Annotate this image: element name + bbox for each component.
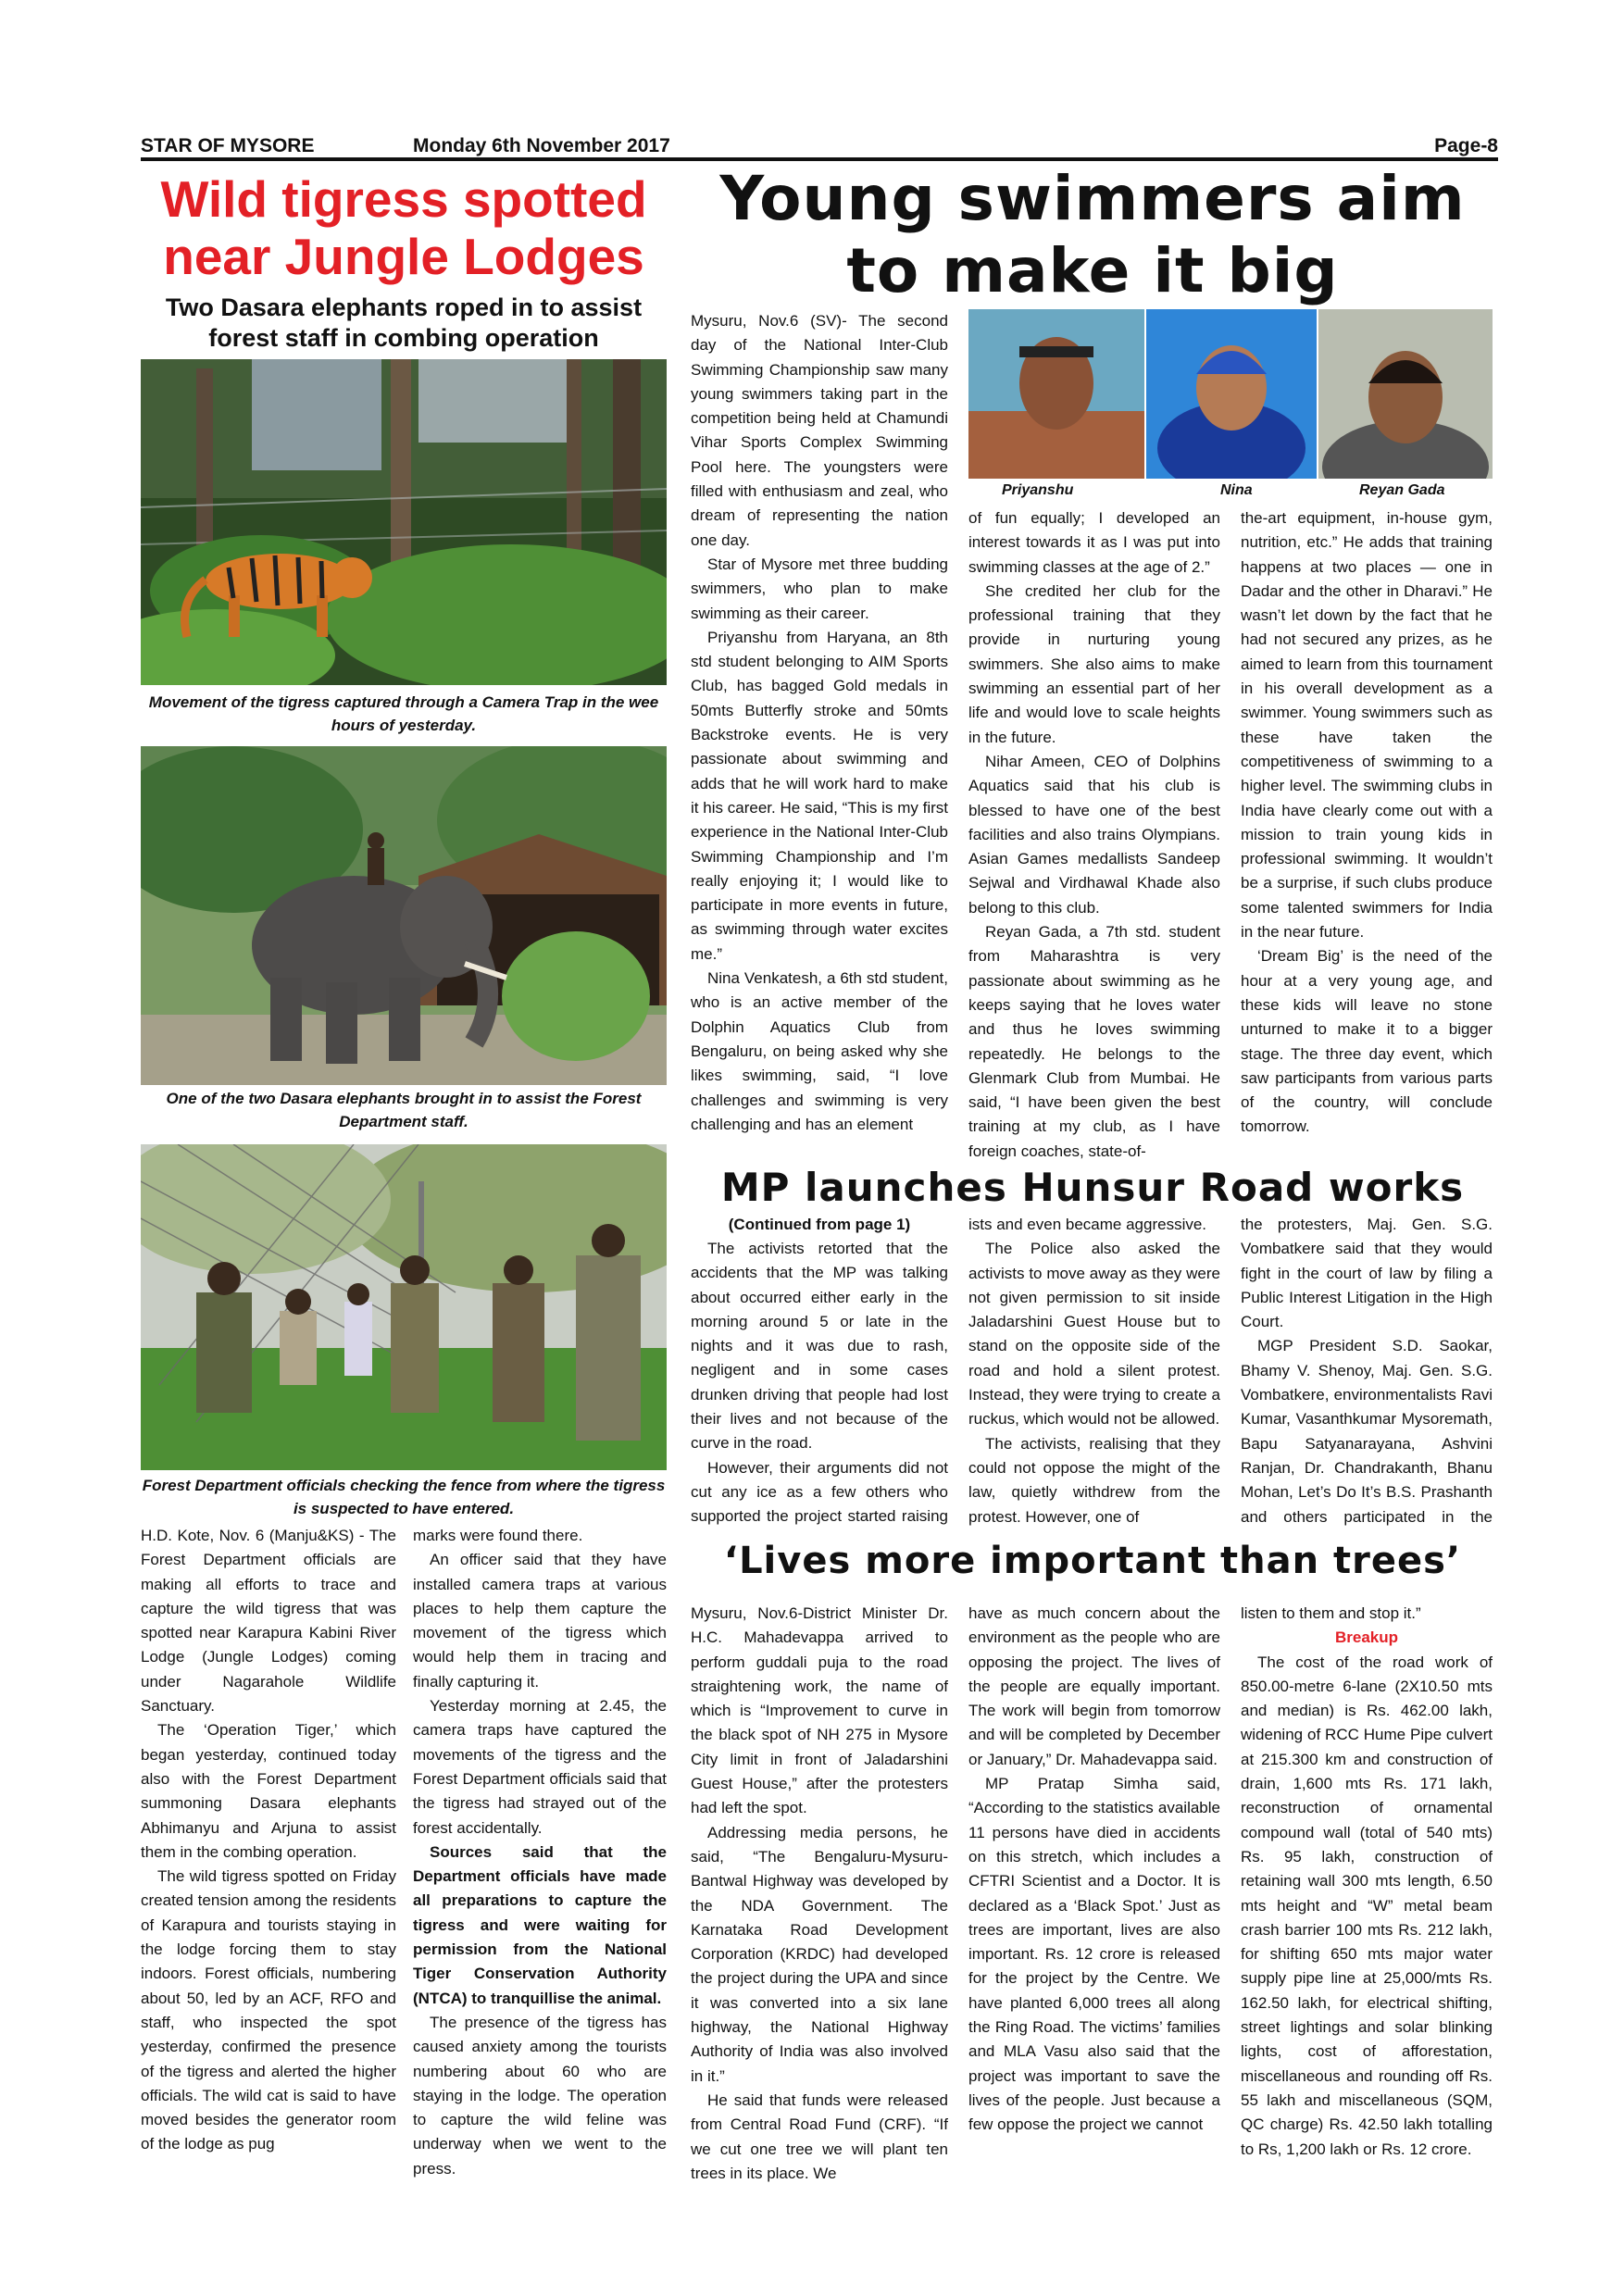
- tiger-headline-line-2: near Jungle Lodges: [163, 228, 644, 285]
- swim-para: Priyanshu from Haryana, an 8th std student belonging to AIM Sports Club, has bagged Gold medals in 50mts Butterfly stroke and 50mts Backstroke events. He is very passionate about swimming and adds that he will work hard to make it his career. He said, “This is my first experience in the National Inter-Club Swimming Championship and I’m really enjoying it; I would like to participate in more events in future, as swimming through water excites me.”: [691, 628, 948, 963]
- swim-para: the-art equipment, in-house gym, nutrition, etc.” He adds that training happens at two places — one in Dadar and the other in Dharavi.” He wasn’t let down by the fact that he had not secured any prizes, as he aimed to learn from this tournament in his overall development as a swimmer. Young swimmers such as these have taken the competitiveness of swimming to a higher level. The swimming clubs in India have clearly come out with a mission to train young kids in professional swimming. It wouldn’t be a surprise, if such clubs produce some talented swimmers for India in the near future.: [1241, 509, 1493, 942]
- breakup-para: The cost of the road work of 850.00-metre 6-lane (2X10.50 mts and median) is Rs. 462.00 lakh, widening of RCC Hume Pipe culvert at 215.300 km and construction of drain, 1,600 mts Rs. 171 lakh, reconstruction of ornamental compound wall (total of 540 mts) Rs. 95 lakh, construction of retaining wall 300 mts length, 6.50 mts height and “W” metal beam crash barrier 100 mts Rs. 212 lakh, for shifting 650 mts major water supply pipe line at 25,000/mts Rs. 162.50 lakh, for electrical shifting, street lightings and solar blinking lights, cost of afforestation, miscellaneous and rounding off Rs. 55 lakh and miscellaneous (SQM, QC charge) Rs. 42.50 lakh totalling to Rs, 1,200 lakh or Rs. 12 crore.: [1241, 1653, 1493, 2158]
- tiger-para: marks were found there.: [413, 1527, 583, 1544]
- photo-label-reyan: Reyan Gada: [1359, 482, 1445, 498]
- issue-date: Monday 6th November 2017: [413, 135, 670, 156]
- tiger-para: An officer said that they have installed camera traps at various places to help them capture the movement of the tigress which would help them in tracing and finally capturing it.: [413, 1551, 667, 1691]
- swim-story-column-1: [691, 309, 948, 1163]
- mp-story-column-3: [1241, 1213, 1493, 1529]
- tiger-story-column-1: [141, 1524, 396, 2183]
- swim-story-column-2: [968, 506, 1220, 1163]
- tiger-para: H.D. Kote, Nov. 6 (Manju&KS) - The Forest Department officials are making all efforts to trace and capture the wild tigress that was spotted near Karapura Kabini River Lodge (Jungle Lodges) coming under Nagarahole Wildlife Sanctuary.: [141, 1527, 396, 1716]
- tiger-subheadline: [141, 293, 667, 354]
- tiger-headline-line-1: Wild tigress spotted: [160, 170, 647, 228]
- forest-officials-photo: [141, 1144, 667, 1470]
- tiger-para-bold: Sources said that the Department officials have made all preparations to capture the tigress and were waiting for permission from the National Tiger Conservation Authority (NTCA) to tranquillise the animal.: [413, 1842, 667, 2007]
- swim-headline-line-2: to make it big: [846, 235, 1339, 306]
- tiger-camera-trap-photo: [141, 359, 667, 685]
- publication-name: STAR OF MYSORE: [141, 135, 315, 156]
- tiger-photo-illustration: [141, 359, 667, 685]
- swim-headline-line-1: Young swimmers aim: [719, 163, 1466, 234]
- lives-story-column-2: [968, 1602, 1220, 2183]
- mp-para: the protesters, Maj. Gen. S.G. Vombatkere said that they would fight in the court of law by filing a Public Interest Litigation in the High Court.: [1241, 1216, 1493, 1331]
- continued-from-note: (Continued from page 1): [728, 1216, 911, 1233]
- swim-para: She credited her club for the professional training that they provide in nurturing young swimmers. She also aims to make swimming an essential part of her life and would love to scale heights in the future.: [968, 581, 1220, 746]
- mp-para: ists and even became aggressive.: [968, 1216, 1207, 1233]
- officials-photo-caption: Forest Department officials checking the fence from where the tigress is suspected to have entered.: [142, 1477, 666, 1517]
- swim-para: Nihar Ameen, CEO of Dolphins Aquatics said that his club is blessed to have one of the best facilities and also trains Olympians. Asian Games medallists Sandeep Sejwal and Virdhawal Khade also belong to this club.: [968, 752, 1220, 917]
- lives-story-column-3: [1241, 1602, 1493, 2183]
- tiger-subhead-line-2: forest staff in combing operation: [208, 324, 599, 352]
- swimmers-photo-illustration: [968, 309, 1493, 479]
- lives-headline: ‘Lives more important than trees’: [723, 1540, 1462, 1582]
- dasara-elephant-photo: [141, 746, 667, 1085]
- tiger-subhead-line-1: Two Dasara elephants roped in to assist: [165, 293, 643, 321]
- lives-para: MP Pratap Simha said, “According to the statistics available 11 persons have died in accidents on this stretch, which includes a CFTRI Scientist and a Doctor. It is declared as a ‘Black Spot.’ Just as trees are important, lives are also important. Rs. 12 crore is released for the project by the Centre. We have planted 6,000 trees all along the Ring Road. The victims’ families and MLA Vasu also said that the project was important to save the lives of the people. Just because a few oppose the project we cannot: [968, 1775, 1220, 2134]
- mp-story-column-1: [691, 1237, 948, 1529]
- mp-para: However, their arguments did not cut any ice as a few others who supported the project started raising: [691, 1458, 948, 1526]
- breakup-label: Breakup: [1334, 1628, 1399, 1647]
- page-number: Page-8: [1434, 135, 1498, 156]
- tiger-para: The ‘Operation Tiger,’ which began yesterday, continued today also with the Forest Department summoning Dasara elephants Abhimanyu and Arjuna to assist them in the combing operation.: [141, 1721, 396, 1861]
- tiger-story-column-2: [413, 1524, 667, 2183]
- lives-para: He said that funds were released from Central Road Fund (CRF). “If we cut one tree we will plant ten trees in its place. We: [691, 2090, 948, 2182]
- swim-para: ‘Dream Big’ is the need of the hour at a very young age, and these kids will leave no stone unturned to make it to a bigger stage. The three day event, which saw participants from various parts of the country, will conclude tomorrow.: [1241, 947, 1493, 1136]
- swim-para: Nina Venkatesh, a 6th std student, who is an active member of the Dolphin Aquatics Club from Bengaluru, on being asked why she likes swimming, said, “I love challenges and swimming is very challenging and has an element: [691, 969, 948, 1133]
- lives-para: Mysuru, Nov.6-District Minister Dr. H.C. Mahadevappa arrived to perform guddali puja to the road straightening work, the name of which is “Improvement to curve in the black spot of NH 275 in Mysore City limit in front of Jaladarshini Guest House,” after the protesters had left the spot.: [691, 1604, 948, 1817]
- tiger-photo-caption: Movement of the tigress captured through a Camera Trap in the wee hours of yesterday.: [148, 693, 659, 734]
- swim-headline: [687, 163, 1498, 307]
- mp-para: MGP President S.D. Saokar, Bhamy V. Shenoy, Maj. Gen. S.G. Vombatkere, environmentalists Ravi Kumar, Vasanthkumar Mysoremath, Bapu Satyanarayana, Ashvini Ranjan, Dr. Chandrakanth, Bhanu Mohan, Let’s Do It’s B.S. Prashanth and others participated in the: [1241, 1337, 1493, 1526]
- lives-para: listen to them and stop it.”: [1241, 1604, 1421, 1622]
- mp-para: The Police also asked the activists to move away as they were not given permission to sit inside Jaladarshini Guest House but to stand on the opposite side of the road and hold a silent protest. Instead, they were trying to create a ruckus, which would not be allowed.: [968, 1240, 1220, 1429]
- officials-photo-illustration: [141, 1144, 667, 1470]
- mp-para: The activists retorted that the accidents that the MP was talking about occurred either early in the morning around 5 or late in the nights and it was due to rash, negligent and in some cases drunken driving that people had lost their lives and not because of the curve in the road.: [691, 1240, 948, 1453]
- lives-para: have as much concern about the environment as the people who are opposing the project. The lives of the people are equally important. The work will begin from tomorrow and will be completed by December or January,” Dr. Mahadevappa said.: [968, 1604, 1220, 1768]
- mp-story-column-2: [968, 1213, 1220, 1529]
- elephant-photo-illustration: [141, 746, 667, 1085]
- elephant-photo-caption: One of the two Dasara elephants brought in to assist the Forest Department staff.: [166, 1090, 642, 1130]
- lives-para: Addressing media persons, he said, “The Bengaluru-Mysuru-Bantwal Highway was developed by the NDA Government. The Karnataka Road Development Corporation (KRDC) had developed the project during the UPA and since it was converted into a six lane highway, the National Highway Authority of India was also involved in it.”: [691, 1823, 948, 2085]
- tiger-para: The presence of the tigress has caused anxiety among the tourists numbering about 60 who are staying in the lodge. The operation to capture the wild feline was underway when we went to the press.: [413, 2013, 667, 2177]
- swim-para-italic: Star of Mysore met three budding swimmers, who plan to make swimming as their career.: [691, 555, 948, 622]
- tiger-para: The wild tigress spotted on Friday created tension among the residents of Karapura and tourists staying in the lodge forcing them to stay indoors. Forest officials, numbering about 50, led by an ACF, RFO and staff, who inspected the spot yesterday, confirmed the presence of the tigress and alerted the higher officials. The wild cat is said to have moved besides the generator room of the lodge as pug: [141, 1867, 396, 2153]
- mp-headline: MP launches Hunsur Road works: [720, 1165, 1465, 1210]
- photo-label-priyanshu: Priyanshu: [1002, 482, 1074, 498]
- lives-story-column-1: [691, 1602, 948, 2183]
- tiger-para: Yesterday morning at 2.45, the camera traps have captured the movements of the tigress and the Forest Department officials said that the tigress had strayed out of the forest accidentally.: [413, 1697, 667, 1837]
- swim-para: of fun equally; I developed an interest towards it as I was put into swimming classes at the age of 2.”: [968, 509, 1220, 576]
- swimmers-photo-strip: [968, 309, 1493, 479]
- photo-label-nina: Nina: [1220, 482, 1253, 498]
- swim-story-column-3: [1241, 506, 1493, 1163]
- swim-para: Mysuru, Nov.6 (SV)- The second day of the National Inter-Club Swimming Championship saw many young swimmers taking part in the competition being held at Chamundi Vihar Sports Complex Swimming Pool here. The youngsters were filled with enthusiasm and zeal, who dream of representing the nation one day.: [691, 312, 948, 549]
- tiger-headline: [141, 170, 667, 285]
- swim-para: Reyan Gada, a 7th std. student from Maharashtra is very passionate about swimming as he keeps saying that he loves water and thus he loves swimming repeatedly. He belongs to the Glenmark Club from Mumbai. He said, “I have been given the best training at my club, as I have foreign coaches, state-of-: [968, 923, 1220, 1160]
- mp-para: The activists, realising that they could not oppose the might of the law, quietly withdrew from the protest. However, one of: [968, 1434, 1220, 1526]
- page-header: [141, 133, 1498, 161]
